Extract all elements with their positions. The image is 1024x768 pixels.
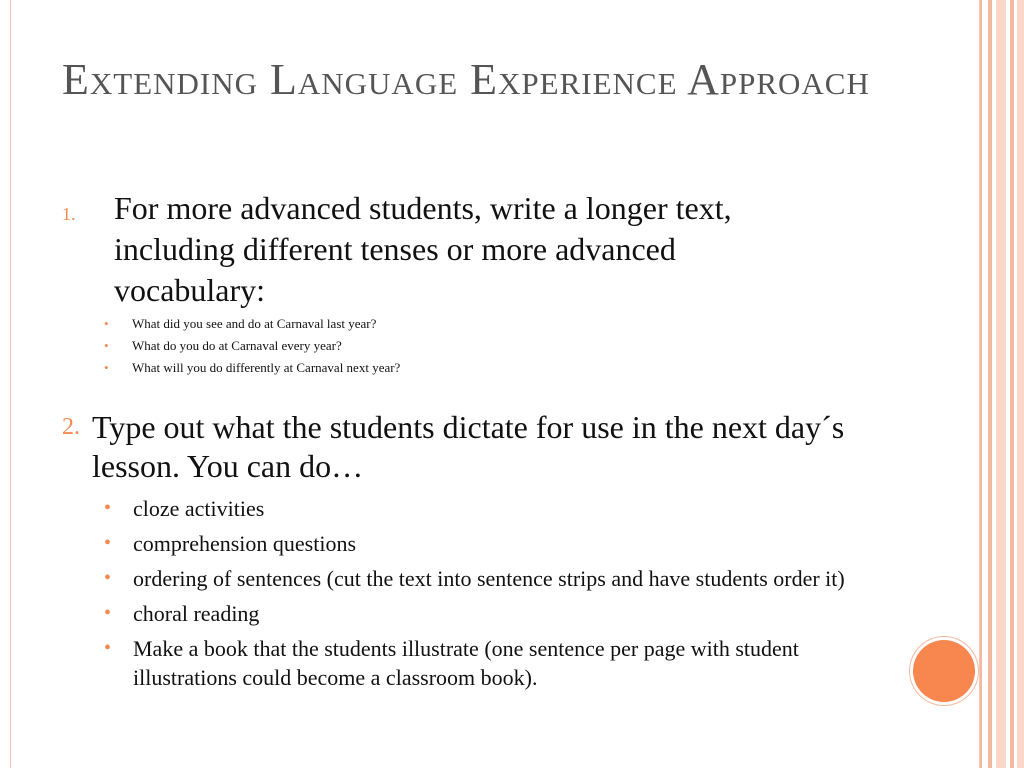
slide-title: Extending Language Experience Approach <box>62 55 870 104</box>
item-text: Type out what the students dictate for use in the next day´s lesson. You can do… <box>92 409 845 484</box>
stripe <box>996 0 1006 768</box>
stripe <box>980 0 982 768</box>
sub-bullet-list <box>104 313 804 379</box>
bullet-icon: • <box>104 637 112 659</box>
item-number: 1. <box>62 204 76 224</box>
list-item: • cloze activities <box>104 496 265 521</box>
list-item: • What will you do differently at Carnaval next year? <box>104 357 804 379</box>
stripe <box>988 0 992 768</box>
bullet-icon: • <box>104 497 112 519</box>
list-item: • What do you do at Carnaval every year? <box>104 335 804 357</box>
orange-circle-icon <box>913 640 975 702</box>
bullet-icon: • <box>104 360 109 375</box>
stripe <box>1010 0 1014 768</box>
list-item: • What did you see and do at Carnaval last year? <box>104 313 804 335</box>
bullet-icon: • <box>104 338 109 353</box>
bullet-icon: • <box>104 567 112 589</box>
sub-bullet-list <box>104 494 874 698</box>
item-number: 2. <box>62 414 80 440</box>
list-item: • Make a book that the students illustrate (one sentence per page with student illustrations could become a classroom book). <box>104 636 799 690</box>
list-item: • comprehension questions <box>104 531 357 556</box>
bullet-icon: • <box>104 602 112 624</box>
bullet-icon: • <box>104 532 112 554</box>
list-item: • choral reading <box>104 601 260 626</box>
bullet-icon: • <box>104 316 109 331</box>
list-item: • ordering of sentences (cut the text into sentence strips and have students order it) <box>104 566 845 591</box>
decorative-stripes <box>980 0 1024 768</box>
stripe <box>1017 0 1024 768</box>
item-text: For more advanced students, write a longer text, including different tenses or more advanced vocabulary: <box>114 190 732 308</box>
